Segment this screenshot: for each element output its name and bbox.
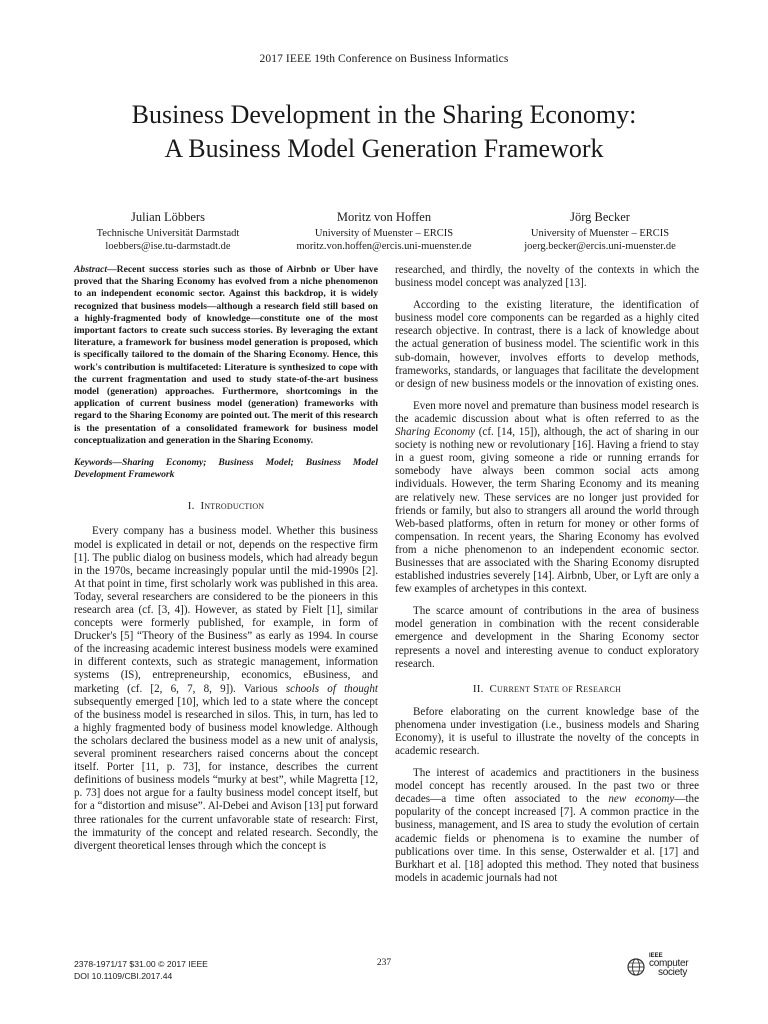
author-name: Julian Löbbers <box>131 210 205 224</box>
logo-ieee-text: IEEE <box>649 953 663 959</box>
section-title: Current State of Research <box>489 682 622 695</box>
text-run: —the popularity of the concept increased [7]. A common practice in the business, management, and IS area to study the evolution of certain academic fields or phenomena is to examine the number of publications over time. In this sense, Osterwalder et al. [17] and Burkhart et al. [18] adopted this method. They noted that business models in academic journals had not <box>395 793 699 884</box>
author-block <box>60 209 708 253</box>
author-affiliation: University of Muenster – ERCIS <box>530 228 670 239</box>
paragraph: According to the existing literature, the identification of business model core components can be regarded as a highly cited research objective. In contrast, there is a lack of knowledge about the actual generation of business model. The scientific work in this sub-domain, however, involves efforts to develop methods, frameworks, standards, or languages that facilitate the development or design of new business models or the innovation of existing ones. <box>395 299 699 390</box>
conference-header: 2017 IEEE 19th Conference on Business Informatics <box>259 53 509 65</box>
ieee-computer-society-logo <box>626 953 706 983</box>
left-column <box>74 264 378 853</box>
text-run-italic: Sharing Economy <box>395 426 476 439</box>
abstract-text: —Recent success stories such as those of Airbnb or Uber have proved that the Sharing Economy has evolved from a niche phenomenon to an independent economic sector. Against this backdrop, it is widely recognized that business models—although a research field still based on a highly-fragmented body of knowledge—constitute one of the most important factors to create such success stories. By leveraging the extant literature, a framework for business model generation is proposed, which is specifically tailored to the domain of the Sharing Economy. Hence, this work's contribution is multifaceted: Literature is synthesized to cope with the current fragmentation and used to study state-of-the-art business model (generation) approaches. Furthermore, shortcomings in the application of current business model (generation) frameworks with regard to the Sharing Economy are pointed out. The merit of this research is the presentation of a consolidated framework for business model conceptualization and generation in the Sharing Economy. <box>74 264 378 446</box>
author-2 <box>276 209 492 253</box>
author-email: joerg.becker@ercis.uni-muenster.de <box>524 241 676 252</box>
abstract <box>74 264 378 447</box>
title-line-2: A Business Model Generation Framework <box>164 134 604 163</box>
logo-computer-text: computer <box>649 958 689 969</box>
text-run: Even more novel and premature than business model research is the academic discussion about what is often referred to as the <box>395 399 699 425</box>
author-email: loebbers@ise.tu-darmstadt.de <box>105 241 231 252</box>
author-affiliation: Technische Universität Darmstadt <box>96 228 240 239</box>
text-run-italic: new economy <box>608 793 675 806</box>
paragraph: The scarce amount of contributions in the area of business model generation in combination with the recent considerable emergence and development in the Sharing Economy sector represents a novel and interesting avenue to conduct exploratory research. <box>395 605 699 670</box>
author-email: moritz.von.hoffen@ercis.uni-muenster.de <box>296 241 472 252</box>
text-run: The interest of academics and practitioners in the business model concept has recently aroused. In the past two or three decades—a time often associated to the <box>395 767 699 806</box>
text-run: Every company has a business model. Whether this business model is explicated in detail or not, depends on the respective firm [1]. The public dialog on business models, which had already begun in the 1970s, became increasingly popular until the mid-1990s [2]. At that point in time, first scholarly work was published in this area. Today, several researchers are considered to be the pioneers in this research area (cf. [3, 4]). However, as stated by Fielt [1], similar concepts were formerly published, for example, in form of Drucker's [5] “Theory of the Business” as early as 1994. In course of the increasing academic interest business models were examined in different contexts, such as strategic management, information systems (IS), entrepreneurship, economics, eBusiness, and marketing (cf. [2, 6, 7, 8, 9]). Various <box>74 525 378 695</box>
text-run: subsequently emerged [10], which led to a state where the concept of the business model is researched in silos. This, in turn, has led to a highly fragmented body of business model knowledge. Although the scholars declared the business model as a new unit of analysis, several prominent researchers raised concerns about the concept itself. Porter [11, p. 73], for instance, describes the current definitions of business models “murky at best”, while Magretta [12, p. 73] does not argue for a faulty business model concept itself, but for a “distortion and misuse”. Al-Debei and Avison [13] put forward three rationales for the current unfavorable state of research: First, the immaturity of the concept and related research. Secondly, the divergent theoretical lenses through which the concept is <box>74 695 378 852</box>
intro-paragraph-1 <box>74 525 378 852</box>
text-run-italic: schools of thought <box>285 682 378 695</box>
section-heading-introduction <box>74 500 378 512</box>
doi-line: DOI 10.1109/CBI.2017.44 <box>74 971 173 981</box>
section-title: Introduction <box>200 500 265 513</box>
section-heading-current-state <box>395 683 699 695</box>
paragraph: Before elaborating on the current knowledge base of the phenomena under investigation (i.e., business models and Sharing Economy), it is useful to illustrate the novelty of the concepts in academic research. <box>395 705 699 757</box>
text-run: (cf. [14, 15]), although, the act of sharing in our society is nothing new or revolutionary [16]. Having a friend to stay in a guest room, giving someone a ride or running errands for somebody have always been common social acts among individuals. However, the term Sharing Economy and its meaning are relatively new. These services are no longer just provided for friends or family, but also to strangers all around the world through Web-based platforms, often in return for money or other forms of compensation. In recent years, the Sharing Economy has evolved from a niche phenomenon to an independent economic sector. Businesses that are associated with the Sharing Economy disrupted established industries severely [14]. Airbnb, Uber, or Lyft are only a few examples of archetypes in this context. <box>395 426 699 596</box>
author-3 <box>492 209 708 253</box>
section-number: II. <box>472 682 484 695</box>
globe-icon <box>626 957 646 977</box>
logo-society-text: society <box>658 967 688 978</box>
keywords: Keywords—Sharing Economy; Business Model; Business Model Development Framework <box>74 457 378 481</box>
author-1 <box>60 209 276 253</box>
abstract-lead: Abstract <box>74 264 108 275</box>
paragraph <box>395 767 699 885</box>
section-number: I. <box>187 500 195 513</box>
paper-title <box>40 98 728 166</box>
author-affiliation: University of Muenster – ERCIS <box>314 228 454 239</box>
author-name: Moritz von Hoffen <box>336 210 432 224</box>
right-column <box>395 264 699 885</box>
paragraph <box>395 400 699 596</box>
page-number: 237 <box>376 958 392 968</box>
author-name: Jörg Becker <box>570 210 630 224</box>
title-line-1: Business Development in the Sharing Economy: <box>131 100 637 129</box>
paragraph-continuation: researched, and thirdly, the novelty of the contexts in which the business model concept was analyzed [13]. <box>395 264 699 290</box>
issn-line: 2378-1971/17 $31.00 © 2017 IEEE <box>74 959 208 969</box>
